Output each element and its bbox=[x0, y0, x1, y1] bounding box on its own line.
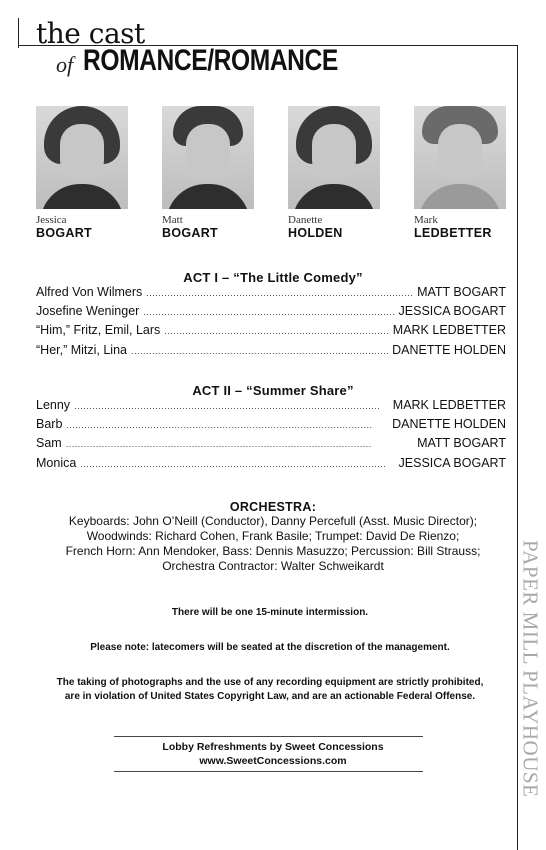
actor-name: MATT BOGART bbox=[417, 285, 506, 299]
orchestra-line: Woodwinds: Richard Cohen, Frank Basile; Trumpet: David De Rienzo; bbox=[86, 529, 460, 543]
actor-name: MARK LEDBETTER bbox=[392, 398, 506, 412]
headshot-photo bbox=[36, 106, 128, 209]
title-of: of bbox=[56, 52, 74, 77]
role-name: Barb bbox=[36, 417, 63, 431]
role-row bbox=[36, 398, 506, 414]
orchestra-line: French Horn: Ann Mendoker, Bass: Dennis Masuzzo; Percussion: Bill Strauss; bbox=[65, 544, 481, 558]
cast-last-name: BOGART bbox=[36, 226, 92, 240]
role-row bbox=[36, 417, 506, 433]
cast-first-name: Matt bbox=[162, 214, 183, 226]
latecomers-notice: Please note: latecomers will be seated at the discretion of the management. bbox=[90, 642, 450, 653]
role-name: Josefine Weninger bbox=[36, 304, 140, 318]
title-the: the bbox=[36, 17, 81, 50]
cast-first-name: Mark bbox=[414, 214, 438, 226]
divider bbox=[114, 736, 423, 737]
venue-watermark-text: PAPER MILL PLAYHOUSE bbox=[518, 540, 543, 798]
divider bbox=[114, 771, 423, 772]
role-row bbox=[36, 285, 506, 301]
actor-name: JESSICA BOGART bbox=[398, 456, 506, 470]
headshot-photo bbox=[288, 106, 380, 209]
show-title: ROMANCE/ROMANCE bbox=[83, 44, 338, 77]
role-name: Alfred Von Wilmers bbox=[36, 285, 143, 299]
cast-member bbox=[414, 106, 514, 240]
cast-last-name: BOGART bbox=[162, 226, 218, 240]
role-row bbox=[36, 304, 506, 320]
photography-notice-line: The taking of photographs and the use of any recording equipment are strictly prohibited, bbox=[56, 677, 484, 688]
role-row bbox=[36, 323, 506, 339]
orchestra-heading: ORCHESTRA: bbox=[229, 500, 317, 514]
photography-notice bbox=[30, 676, 510, 704]
orchestra-line: Orchestra Contractor: Walter Schweikardt bbox=[162, 559, 384, 573]
headshot-photo bbox=[162, 106, 254, 209]
role-name: Monica bbox=[36, 456, 77, 470]
intermission-notice: There will be one 15-minute intermission. bbox=[171, 607, 369, 618]
cast-last-name: LEDBETTER bbox=[414, 226, 492, 240]
frame-line bbox=[18, 18, 19, 48]
orchestra-line: Keyboards: John O’Neill (Conductor), Danny Percefull (Asst. Music Director); bbox=[68, 514, 478, 528]
venue-watermark bbox=[512, 540, 546, 810]
cast-member bbox=[36, 106, 136, 240]
actor-name: MARK LEDBETTER bbox=[392, 323, 506, 337]
act-2-heading: ACT II – “Summer Share” bbox=[192, 383, 354, 398]
role-row bbox=[36, 456, 506, 472]
actor-name: DANETTE HOLDEN bbox=[392, 343, 506, 357]
role-row bbox=[36, 343, 506, 359]
act-1-heading: ACT I – “The Little Comedy” bbox=[183, 270, 363, 285]
cast-member bbox=[162, 106, 262, 240]
cast-first-name: Danette bbox=[288, 214, 323, 226]
lobby-sponsor: Lobby Refreshments by Sweet Concessions bbox=[162, 741, 384, 753]
role-name: Sam bbox=[36, 436, 62, 450]
cast-member bbox=[288, 106, 388, 240]
role-name: “Him,” Fritz, Emil, Lars bbox=[36, 323, 161, 337]
cast-last-name: HOLDEN bbox=[288, 226, 343, 240]
title-cast: cast bbox=[88, 17, 145, 50]
actor-name: DANETTE HOLDEN bbox=[392, 417, 506, 431]
role-name: Lenny bbox=[36, 398, 71, 412]
actor-name: MATT BOGART bbox=[417, 436, 506, 450]
sponsor-website: www.SweetConcessions.com bbox=[199, 755, 347, 767]
cast-first-name: Jessica bbox=[36, 214, 67, 226]
role-name: “Her,” Mitzi, Lina bbox=[36, 343, 127, 357]
headshot-photo bbox=[414, 106, 506, 209]
actor-name: JESSICA BOGART bbox=[398, 304, 506, 318]
photography-notice-line: are in violation of United States Copyright Law, and are an actionable Federal Offense. bbox=[64, 691, 476, 702]
role-row bbox=[36, 436, 506, 452]
